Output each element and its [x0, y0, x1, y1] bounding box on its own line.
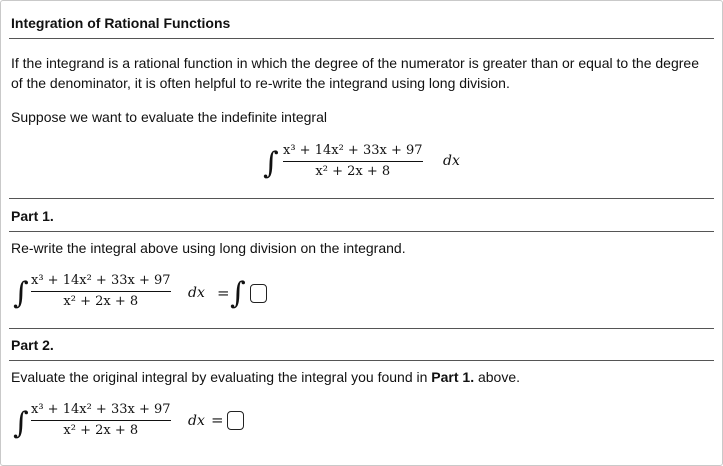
part1-top-divider: [9, 198, 714, 199]
part1-heading-divider: [9, 231, 714, 232]
part2-top-divider: [9, 328, 714, 329]
part1-fraction: [31, 273, 171, 310]
part2-denominator: x² + 2x + 8: [63, 423, 139, 438]
fraction-denominator: x² + 2x + 8: [315, 164, 391, 179]
part2-integral-sign: ∫: [13, 406, 29, 441]
fraction-numerator: x³ + 14x² + 33x + 97: [283, 143, 423, 158]
part2-instruction-end: above.: [474, 369, 521, 385]
part1-numerator: x³ + 14x² + 33x + 97: [31, 273, 171, 288]
part1-answer-integral-sign: ∫: [230, 276, 246, 311]
display-fraction: [283, 143, 423, 180]
part2-fraction: [31, 402, 171, 439]
part2-answer-input[interactable]: [227, 411, 244, 430]
part2-heading: Part 2.: [11, 337, 54, 353]
part1-instruction: Re-write the integral above using long division on the integrand.: [11, 240, 406, 256]
part1-answer-input[interactable]: [250, 284, 267, 303]
integral-sign: ∫: [263, 146, 279, 181]
problem-title: Integration of Rational Functions: [11, 15, 231, 31]
part1-denominator: x² + 2x + 8: [63, 294, 139, 309]
fraction-bar: [283, 161, 423, 162]
part1-integral-sign: ∫: [13, 276, 29, 311]
title-divider: [9, 38, 714, 39]
part2-instruction-start: Evaluate the original integral by evaluating the integral you found in: [11, 369, 432, 385]
intro-paragraph: If the integrand is a rational function in which the degree of the numerator is greater than or equal to the degree of the denominator, it is often helpful to re-write the integrand using long division.: [11, 55, 699, 91]
intro-lead: Suppose we want to evaluate the indefinite integral: [11, 109, 327, 125]
part2-heading-divider: [9, 360, 714, 361]
part2-instruction: [11, 367, 520, 387]
part2-numerator: x³ + 14x² + 33x + 97: [31, 402, 171, 417]
part2-equals: =: [211, 411, 224, 429]
part1-heading: Part 1.: [11, 208, 54, 224]
part1-equals: =: [217, 284, 230, 302]
differential: dx: [443, 153, 460, 169]
part1-fraction-bar: [31, 291, 171, 292]
part2-instruction-bold: Part 1.: [431, 369, 475, 385]
part1-differential: dx: [188, 285, 205, 301]
part2-fraction-bar: [31, 420, 171, 421]
part2-differential: dx: [188, 413, 205, 429]
